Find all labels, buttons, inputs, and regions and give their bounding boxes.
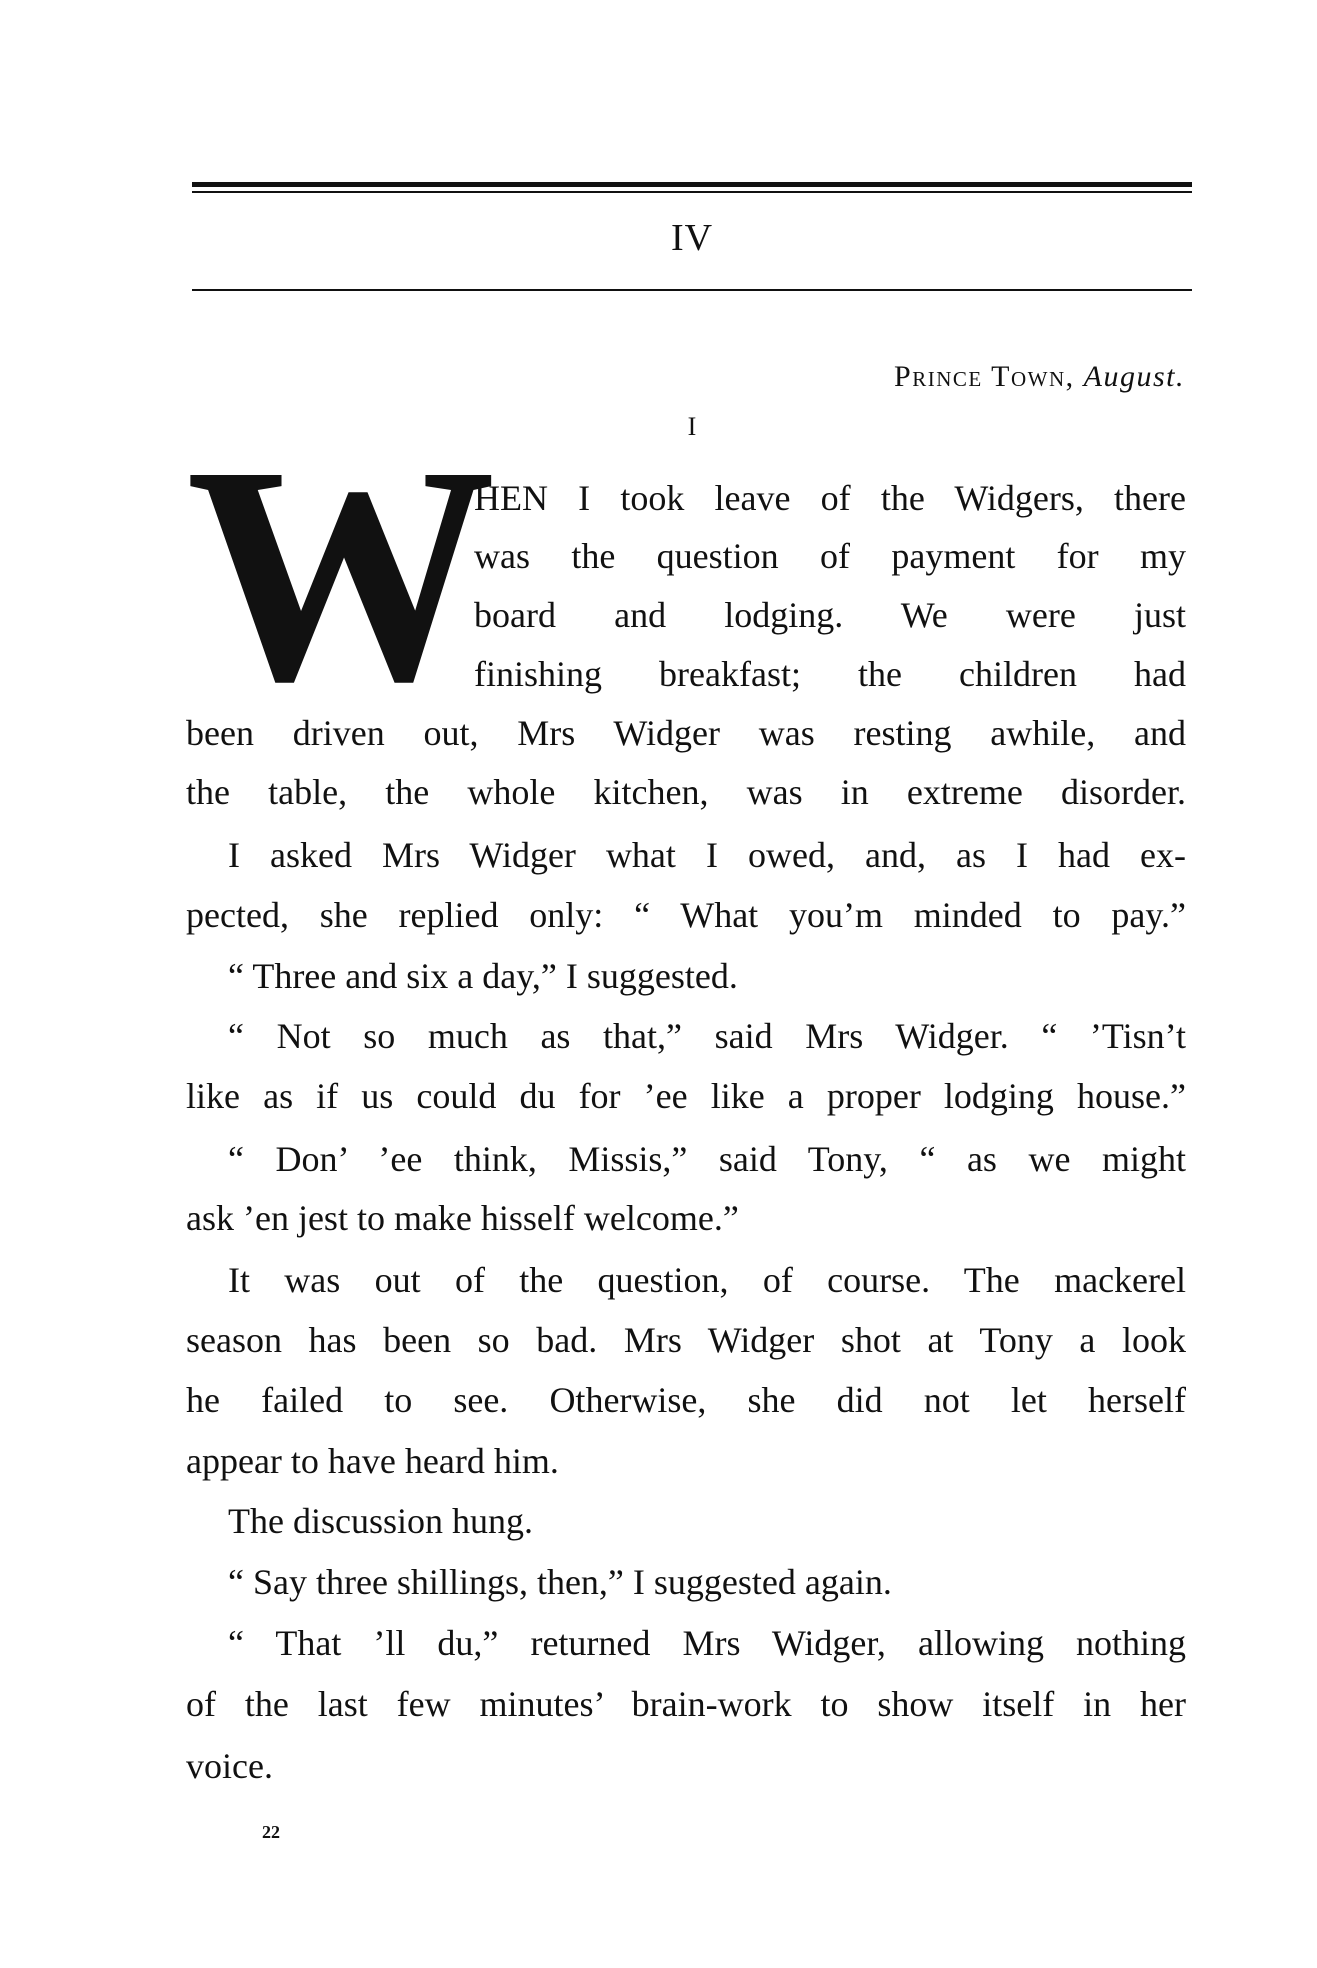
header-rule-thin (192, 191, 1192, 193)
text-line: “ Say three shillings, then,” I suggested again. (228, 1562, 892, 1602)
text-line: the table, the whole kitchen, was in extreme disorder. (186, 772, 1186, 812)
page-number: 22 (262, 1822, 280, 1842)
text-line: like as if us could du for ’ee like a proper lodging house.” (186, 1076, 1186, 1116)
text-line: pected, she replied only: “ What you’m minded to pay.” (186, 895, 1186, 935)
text-line: he failed to see. Otherwise, she did not let herself (186, 1380, 1186, 1420)
text-line: I asked Mrs Widger what I owed, and, as I had ex- (228, 835, 1186, 875)
text-line: appear to have heard him. (186, 1441, 559, 1481)
text-line: “ Three and six a day,” I suggested. (228, 956, 738, 996)
text-line: The discussion hung. (228, 1501, 533, 1541)
text-line: of the last few minutes’ brain-work to show itself in her (186, 1684, 1186, 1724)
header-rule-bottom (192, 289, 1192, 291)
header-rule-thick (192, 182, 1192, 187)
section-number: I (687, 412, 697, 441)
text-line: ask ’en jest to make hisself welcome.” (186, 1198, 739, 1238)
chapter-number: IV (670, 217, 714, 259)
text-line: “ Not so much as that,” said Mrs Widger. “ ’Tisn’t (228, 1016, 1186, 1056)
text-line: “ Don’ ’ee think, Missis,” said Tony, “ as we might (228, 1139, 1186, 1179)
text-line: HEN I took leave of the Widgers, there (474, 478, 1186, 518)
text-line: It was out of the question, of course. The mackerel (228, 1260, 1186, 1300)
dateline (894, 360, 1185, 394)
text-line: finishing breakfast; the children had (474, 654, 1186, 694)
text-line: was the question of payment for my (474, 536, 1186, 576)
text-line: voice. (186, 1746, 273, 1786)
dateline-place: Prince Town, (894, 360, 1075, 393)
dateline-month: August. (1083, 360, 1185, 393)
text-line: season has been so bad. Mrs Widger shot at Tony a look (186, 1320, 1186, 1360)
drop-cap: W (186, 403, 496, 746)
text-line: “ That ’ll du,” returned Mrs Widger, allowing nothing (228, 1623, 1186, 1663)
text-line: board and lodging. We were just (474, 595, 1186, 635)
text-line: been driven out, Mrs Widger was resting awhile, and (186, 713, 1186, 753)
